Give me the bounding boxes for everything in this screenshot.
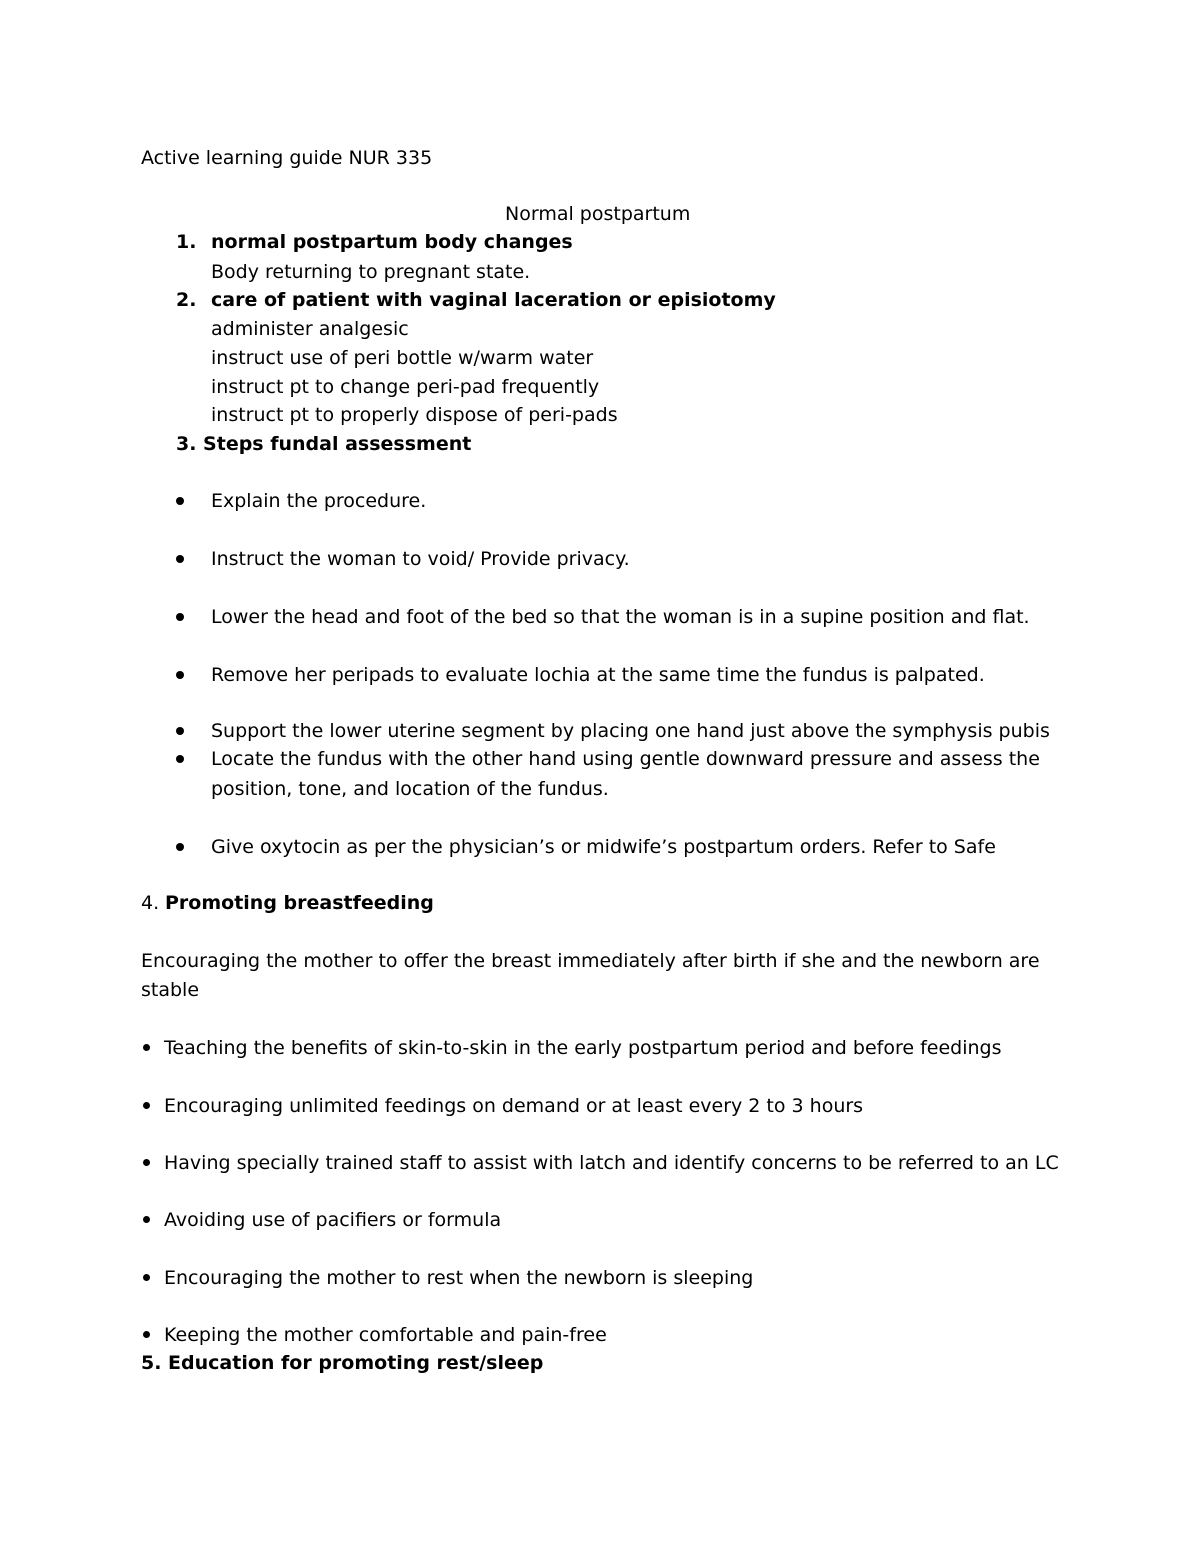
section3-heading: 3. Steps fundal assessment <box>176 433 472 455</box>
bullet-icon <box>176 497 184 505</box>
section1-number: 1. <box>176 231 197 253</box>
bullet-icon <box>143 1044 150 1051</box>
section4-bullet-text: Avoiding use of pacifiers or formula <box>164 1209 502 1231</box>
bullet-icon <box>143 1159 150 1166</box>
bullet-icon <box>176 671 184 679</box>
section4-bullet-text: Encouraging the mother to rest when the newborn is sleeping <box>164 1267 754 1289</box>
section2-heading: care of patient with vaginal laceration or episiotomy <box>211 289 776 311</box>
section3-bullet-text: Support the lower uterine segment by placing one hand just above the symphysis pubis <box>211 720 1050 742</box>
section2-line: instruct pt to properly dispose of peri-pads <box>211 404 618 426</box>
section4-bullet-text: Having specially trained staff to assist with latch and identify concerns to be referred to an LC <box>164 1152 1059 1174</box>
section4-intro-line: Encouraging the mother to offer the breast immediately after birth if she and the newborn are <box>141 950 1040 972</box>
section1-heading: normal postpartum body changes <box>211 231 573 253</box>
section3-bullet-text: Remove her peripads to evaluate lochia at the same time the fundus is palpated. <box>211 664 985 686</box>
section3-bullet-continuation: position, tone, and location of the fundus. <box>211 778 609 800</box>
section3-bullet-text: Explain the procedure. <box>211 490 427 512</box>
section3-bullet-text: Locate the fundus with the other hand using gentle downward pressure and assess the <box>211 748 1040 770</box>
section4-bullet-text: Encouraging unlimited feedings on demand or at least every 2 to 3 hours <box>164 1095 864 1117</box>
bullet-icon <box>176 755 184 763</box>
course-title: Active learning guide NUR 335 <box>141 147 433 169</box>
bullet-icon <box>143 1102 150 1109</box>
bullet-icon <box>176 727 184 735</box>
section1-line: Body returning to pregnant state. <box>211 261 531 283</box>
section2-line: administer analgesic <box>211 318 409 340</box>
section5-heading: 5. Education for promoting rest/sleep <box>141 1352 544 1374</box>
section4-bullet-text: Keeping the mother comfortable and pain-free <box>164 1324 607 1346</box>
bullet-icon <box>176 613 184 621</box>
section4-number: 4. <box>141 892 160 914</box>
section3-bullet-text: Lower the head and foot of the bed so that the woman is in a supine position and flat. <box>211 606 1030 628</box>
bullet-icon <box>143 1274 150 1281</box>
bullet-icon <box>143 1216 150 1223</box>
topic-heading: Normal postpartum <box>505 203 691 225</box>
section4-bullet-text: Teaching the benefits of skin-to-skin in the early postpartum period and before feedings <box>164 1037 1002 1059</box>
bullet-icon <box>176 555 184 563</box>
bullet-icon <box>143 1331 150 1338</box>
section4-heading: Promoting breastfeeding <box>165 892 434 914</box>
section2-line: instruct pt to change peri-pad frequently <box>211 376 600 398</box>
section2-line: instruct use of peri bottle w/warm water <box>211 347 594 369</box>
section2-number: 2. <box>176 289 197 311</box>
section4-intro-line: stable <box>141 979 200 1001</box>
section3-bullet-text: Instruct the woman to void/ Provide privacy. <box>211 548 630 570</box>
section3-bullet-text: Give oxytocin as per the physician’s or midwife’s postpartum orders. Refer to Safe <box>211 836 996 858</box>
bullet-icon <box>176 843 184 851</box>
